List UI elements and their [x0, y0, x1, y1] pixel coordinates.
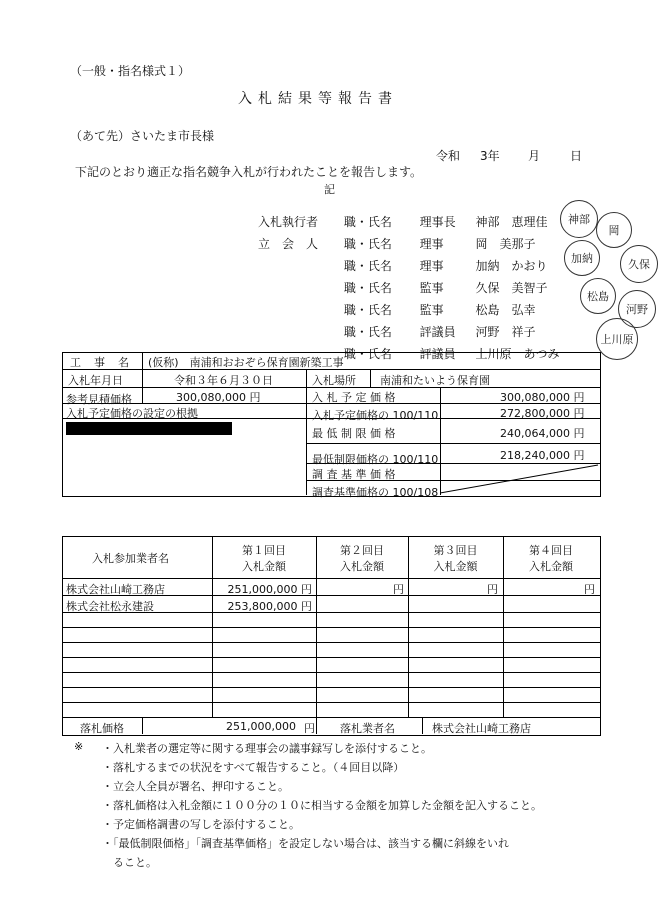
seal-stamp: 松島: [580, 278, 616, 314]
official-name: 上川原 あつみ: [475, 347, 560, 361]
official-name: 河野 祥子: [475, 325, 536, 339]
winner-value: 株式会社山崎工務店: [432, 722, 531, 735]
official-role: 立 会 人: [258, 237, 319, 251]
official-role: 入札執行者: [258, 215, 319, 229]
official-row: [258, 257, 548, 274]
official-name: 岡 美那子: [475, 237, 536, 251]
round-header-line1: 第３回目: [433, 544, 478, 557]
bid-amount-r2: 円: [393, 583, 404, 596]
seal-stamp: 神部: [560, 200, 598, 238]
round-header-line2: 入札金額: [340, 560, 384, 573]
official-label: 職・氏名: [343, 303, 392, 317]
planned-ratio-label: 入札予定価格の 100/110: [312, 409, 439, 422]
winner-label: 落札業者名: [340, 722, 395, 735]
official-label: 職・氏名: [343, 237, 392, 251]
round-header-line1: 第１回目: [242, 544, 286, 557]
official-label: 職・氏名: [343, 325, 392, 339]
date-year: 3年: [480, 149, 500, 163]
official-row: [258, 301, 536, 318]
intro-text: 下記のとおり適正な指名競争入札が行われたことを報告します。: [75, 165, 423, 179]
bid-date-value: 令和３年６月３０日: [174, 374, 273, 387]
official-row: [258, 279, 548, 296]
note-item: ・予定価格調書の写しを添付すること。: [102, 818, 300, 831]
official-label: 職・氏名: [343, 347, 392, 361]
official-title: 監事: [419, 281, 444, 295]
seal-stamp: 久保: [620, 245, 658, 283]
round1-header: [212, 542, 316, 574]
award-label: 落札価格: [80, 722, 124, 735]
official-row: [258, 213, 548, 230]
official-name: 松島 弘幸: [475, 303, 536, 317]
round-header-line1: 第４回目: [529, 544, 573, 557]
official-row: [258, 323, 536, 340]
date-month: 月: [528, 149, 541, 163]
official-title: 評議員: [419, 347, 456, 361]
bidder-name: 株式会社山崎工務店: [66, 583, 165, 596]
seal-stamp: 上川原: [596, 318, 638, 360]
page-title: 入札結果等報告書: [238, 91, 398, 107]
round3-header: [408, 542, 503, 574]
redacted-block: [66, 422, 232, 435]
bid-amount-r1: 251,000,000 円: [227, 583, 312, 596]
official-name: 神部 恵理佳: [475, 215, 548, 229]
official-title: 理事長: [419, 215, 456, 229]
official-label: 職・氏名: [343, 281, 392, 295]
bidder-name: 株式会社松永建設: [66, 600, 154, 613]
round2-header: [316, 542, 408, 574]
basis-label: 入札予定価格の設定の根拠: [66, 407, 198, 420]
min-ratio-label: 最低制限価格の 100/110: [312, 453, 439, 466]
round-header-line2: 入札金額: [529, 560, 573, 573]
note-item: ・立会人全員が署名、押印すること。: [102, 780, 289, 793]
note-item: ・入札業者の選定等に関する理事会の議事録写しを添付すること。: [102, 742, 432, 755]
bid-place-value: 南浦和たいよう保育園: [380, 374, 490, 387]
bid-amount-r3: 円: [487, 583, 498, 596]
official-row: [258, 235, 536, 252]
award-value: 251,000,000: [226, 720, 296, 733]
round-header-line2: 入札金額: [242, 560, 286, 573]
bid-date-label: 入札年月日: [68, 374, 123, 387]
seal-stamp: 加納: [564, 240, 600, 276]
project-name-value: (仮称) 南浦和おおぞら保育園新築工事: [148, 356, 344, 369]
round-header-line1: 第２回目: [340, 544, 384, 557]
round-header-line2: 入札金額: [433, 560, 478, 573]
official-label: 職・氏名: [343, 259, 392, 273]
official-title: 理事: [419, 259, 444, 273]
min-price-value: 240,064,000 円: [500, 427, 585, 440]
estimate-label: 参考見積価格: [66, 393, 132, 406]
estimate-value: 300,080,000 円: [176, 391, 261, 404]
form-label: （一般・指名様式１）: [70, 64, 191, 78]
official-label: 職・氏名: [343, 215, 392, 229]
planned-ratio-value: 272,800,000 円: [500, 407, 585, 420]
addressee: （あて先）さいたま市長様: [70, 129, 215, 143]
survey-ratio-label: 調査基準価格の 100/108: [312, 486, 439, 499]
official-name: 加納 かおり: [475, 259, 548, 273]
survey-price-slash: [440, 463, 600, 495]
official-name: 久保 美智子: [475, 281, 548, 295]
min-ratio-value: 218,240,000 円: [500, 449, 585, 462]
ki-mark: 記: [324, 183, 335, 196]
note-item: ・「最低制限価格」「調査基準価格」を設定しない場合は、該当する欄に斜線をいれ: [102, 837, 509, 850]
bid-header-company: 入札参加業者名: [92, 552, 169, 565]
notes-mark: ※: [74, 740, 84, 753]
planned-price-label: 入 札 予 定 価 格: [312, 391, 396, 404]
note-item: ・落札するまでの状況をすべて報告すること。（４回目以降）: [102, 761, 405, 774]
survey-price-label: 調 査 基 準 価 格: [312, 468, 396, 481]
official-title: 評議員: [419, 325, 456, 339]
note-item: ・落札価格は入札金額に１００分の１０に相当する金額を加算した金額を記入すること。: [102, 799, 542, 812]
min-price-label: 最 低 制 限 価 格: [312, 427, 396, 440]
official-title: 監事: [419, 303, 444, 317]
date-era: 令和: [436, 149, 461, 163]
note-item: ること。: [102, 856, 157, 869]
bid-place-label: 入札場所: [312, 374, 356, 387]
date-day: 日: [570, 149, 583, 163]
seal-stamp: 河野: [618, 290, 656, 328]
award-unit: 円: [304, 722, 315, 735]
bid-amount-r4: 円: [584, 583, 595, 596]
planned-price-value: 300,080,000 円: [500, 391, 585, 404]
bid-amount-r1: 253,800,000 円: [227, 600, 312, 613]
official-title: 理事: [419, 237, 444, 251]
project-name-label: 工 事 名: [70, 356, 130, 369]
round4-header: [503, 542, 599, 574]
seal-stamp: 岡: [596, 212, 632, 248]
